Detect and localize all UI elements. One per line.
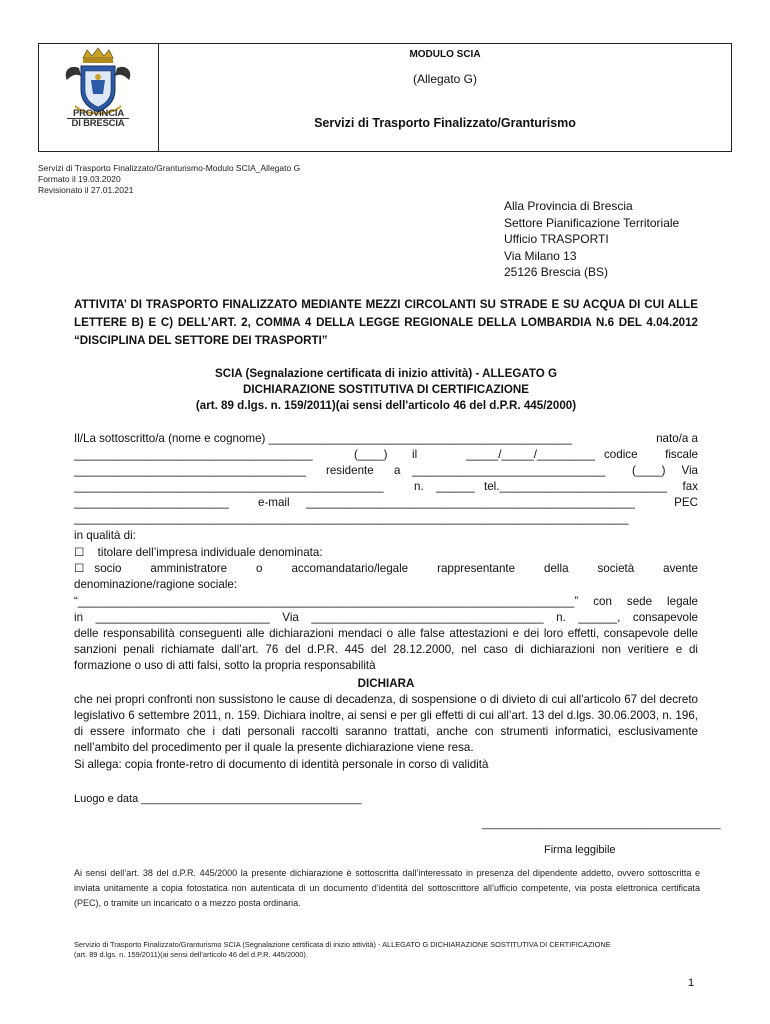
logo-text-1: PROVINCIA [73, 108, 124, 119]
address-line-3: Ufficio TRASPORTI [504, 232, 609, 246]
fax-label: fax [682, 480, 698, 493]
email-field[interactable]: ___________________________________________________ [306, 496, 635, 509]
footer-line-1: Servizio di Trasporto Finalizzato/Granturismo SCIA (Segnalazione certificata di inizio attività) - ALLEGATO G DICHIARAZIONE SOSTITUTIVA DI CERTIFICAZIONE [74, 940, 611, 949]
number-label: n. [414, 480, 424, 493]
address-line-4: Via Milano 13 [504, 248, 577, 263]
declaration-paragraph: che nei propri confronti non sussistono le cause di decadenza, di sospensione o di divieto di cui all'articolo 67 del decreto legislativo 6 settembre 2011, n. 159. Dichiara inoltre, ai sensi e per gli effetti di cui all’art. 13 del d.lgs. 30.06.2003, n. 196, di essere informato che i dati personali raccolti saranno trattati, anche con strumenti informatici, esclusivamente nell’ambito del procedimento per il quale la presente dichiarazione viene resa. [74, 693, 698, 754]
meta-line-1: Servizi di Trasporto Finalizzato/Granturismo-Modulo SCIA_Allegato G [38, 163, 301, 173]
pec-field[interactable]: ______________________________________________________________________________________ [74, 512, 629, 525]
company-address-field[interactable]: in ___________________________ Via ____________________________________ n. ______, consapevole [74, 611, 698, 624]
footer-line-2: (art. 89 d.lgs. n. 159/2011)(ai sensi dell’articolo 46 del d.P.R. 445/2000). [74, 950, 308, 959]
declaration-heading: DICHIARAZIONE SOSTITUTIVA DI CERTIFICAZIONE [243, 383, 529, 396]
signature-label: Firma leggibile [544, 844, 616, 856]
date-label: il [412, 448, 418, 461]
birthdate-field[interactable]: _____/_____/_________ [466, 448, 595, 461]
option-sole-owner-label: titolare dell’impresa individuale denominata: [97, 546, 323, 559]
doc-meta [38, 163, 300, 196]
option-partner[interactable] [74, 561, 698, 593]
checkbox-partner[interactable]: ☐ [74, 562, 85, 575]
born-label: nato/a a [656, 432, 698, 445]
residence-city-field[interactable]: ______________________________ [412, 464, 606, 477]
meta-line-3: Revisionato il 27.01.2021 [38, 185, 134, 195]
header-box [38, 43, 732, 152]
form-row-email [74, 496, 698, 512]
checkbox-sole-owner[interactable]: ☐ [74, 546, 85, 559]
scia-heading: SCIA (Segnalazione certificata di inizio attività) - ALLEGATO G [214, 367, 558, 380]
resident-a-label: a [394, 464, 401, 477]
legal-reference: (art. 89 d.lgs. n. 159/2011)(ai sensi dell'articolo 46 del d.P.R. 445/2000) [195, 399, 577, 412]
option-partner-label-2: denominazione/ragione sociale: [74, 578, 238, 591]
tax-code-field[interactable]: ____________________________________ [74, 464, 307, 477]
name-field[interactable]: Il/La sottoscritto/a (nome e cognome) _______________________________________________ [74, 432, 572, 445]
company-name-field[interactable]: “_____________________________________________________________________________” con sede legale [74, 595, 698, 608]
email-label: e-mail [258, 496, 290, 509]
address-line-2: Settore Pianificazione Territoriale [504, 215, 680, 230]
place-date-field[interactable]: Luogo e data ____________________________________ [74, 793, 362, 805]
logo-text-2: DI BRESCIA [67, 118, 129, 128]
meta-line-2: Formato il 19.03.2020 [38, 174, 121, 184]
allegato-label: (Allegato G) [412, 72, 478, 86]
fax-field[interactable]: ________________________ [74, 496, 229, 509]
header-divider [158, 44, 159, 151]
responsibility-paragraph: delle responsabilità conseguenti alle dichiarazioni mendaci o alle false attestazioni e dei loro effetti, consapevole delle sanzioni penali richiamate dall’art. 76 del d.P.R. 445 del 28.12.2000, nel caso di dichiarazioni non veritiere e di formazione o uso di atti falsi, sotto la propria responsabilità [74, 627, 698, 672]
form-row-contact [74, 480, 698, 496]
street-field[interactable]: ________________________________________________ [74, 480, 384, 493]
province-logo [39, 44, 158, 151]
page-number: 1 [688, 977, 695, 989]
form-row-birth [74, 448, 698, 464]
address-line-5: 25126 Brescia (BS) [504, 265, 609, 279]
form-row-name [74, 432, 698, 448]
option-partner-label: socio amministratore o accomandatario/legale rappresentante della società avente [94, 562, 698, 575]
document-title: ATTIVITA’ DI TRASPORTO FINALIZZATO MEDIANTE MEZZI CIRCOLANTI SU STRADE E SU ACQUA DI CUI ALLE LETTERE B) E C) DELL’ART. 2, COMMA 4 DELLA LEGGE REGIONALE DELLA LOMBARDIA N.6 DEL 4.04.2012 “DISCIPLINA DEL SETTORE DEI TRASPORTI” [74, 298, 698, 347]
service-title: Servizi di Trasporto Finalizzato/Granturismo [314, 116, 576, 130]
attachment-note: Si allega: copia fronte-retro di documento di identità personale in corso di validità [74, 758, 489, 771]
signature-line[interactable]: _______________________________________ [482, 818, 721, 830]
signature-note: Ai sensi dell’art. 38 del d.P.R. 445/2000 la presente dichiarazione è sottoscritta dall’interessato in presenza del dipendente addetto, ovvero sottoscritta e inviata unitamente a copia fotostatica non autenticata di un documento d’identità del sottoscrittore all’ufficio competente, via posta elettronica certificata (PEC), o tramite un incaricato o a mezzo posta ordinaria. [74, 868, 700, 908]
tax-code-label-2: fiscale [665, 448, 698, 461]
residence-province-field[interactable]: (____) [632, 464, 666, 477]
pec-label: PEC [674, 496, 698, 509]
form-row-residence [74, 464, 698, 480]
tax-code-label-1: codice [604, 448, 638, 461]
resident-label: residente [326, 464, 374, 477]
recipient-address [504, 198, 679, 281]
page-footer [74, 940, 700, 960]
option-sole-owner[interactable] [74, 545, 698, 561]
form-row-pec [74, 512, 698, 528]
birth-province-field[interactable]: (____) [354, 448, 388, 461]
phone-field[interactable]: tel.__________________________ [484, 480, 668, 493]
capacity-label: in qualità di: [74, 529, 136, 542]
birthplace-field[interactable]: _____________________________________ [74, 448, 313, 461]
street-label: Via [681, 464, 698, 477]
dichiara-heading: DICHIARA [357, 677, 415, 690]
address-line-1: Alla Provincia di Brescia [504, 199, 633, 213]
modulo-title: MODULO SCIA [409, 49, 481, 60]
number-field[interactable]: ______ [436, 480, 475, 493]
